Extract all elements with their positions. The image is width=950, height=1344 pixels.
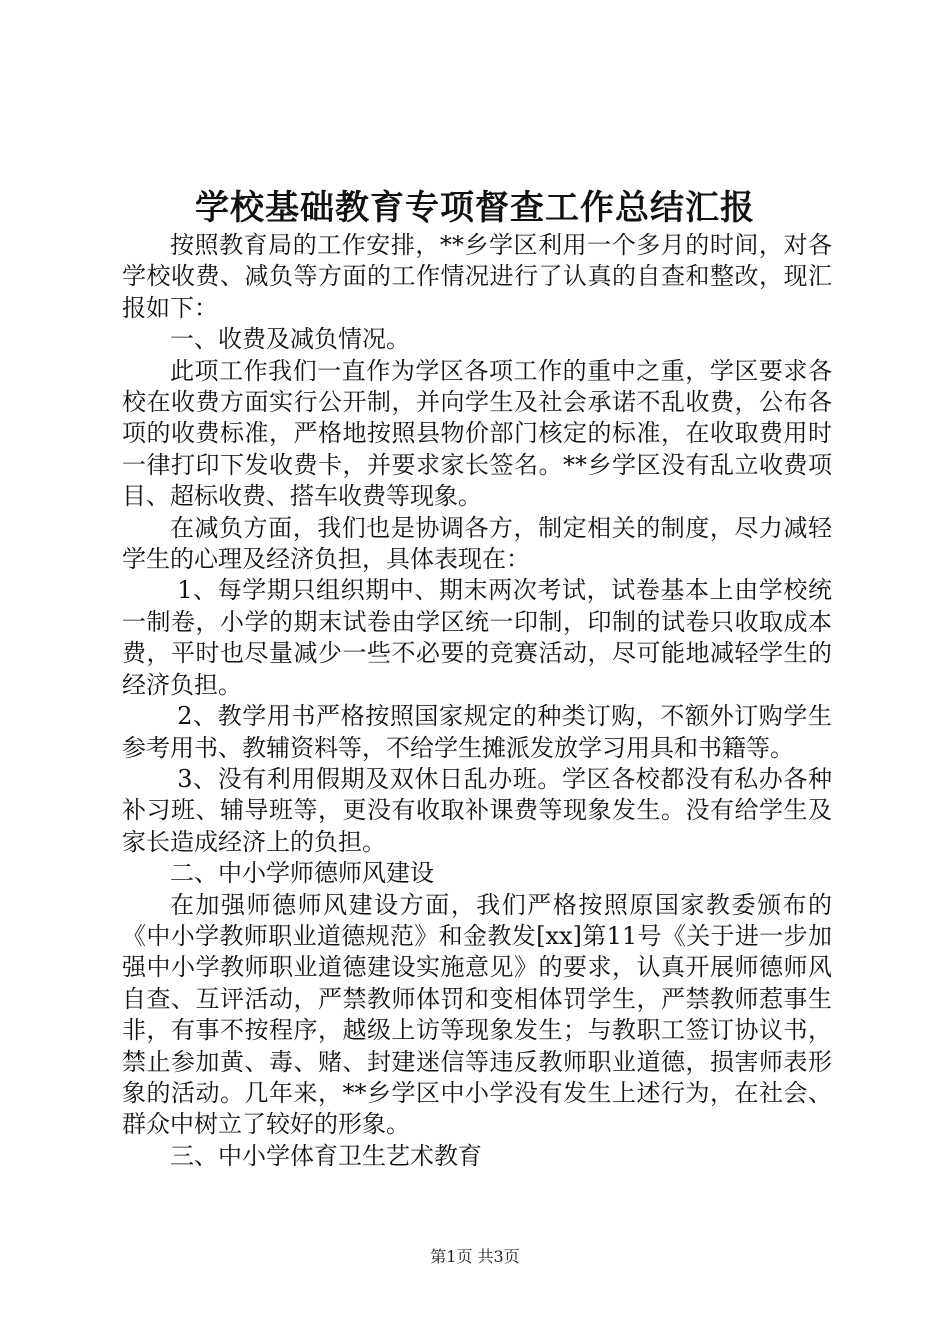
section-heading-2: 二、中小学师德师风建设 — [170, 859, 434, 888]
list-item-1: 1、每学期只组织期中、期末两次考试，试卷基本上由学校统一制卷，小学的期末试卷由学区统一印制，印制的试卷只收取成本费，平时也尽量减少一些不必要的竞赛活动，尽可能地减轻学生的经济负担。 — [122, 576, 832, 699]
paragraph-intro: 按照教育局的工作安排，**乡学区利用一个多月的时间，对各学校收费、减负等方面的工作情况进行了认真的自查和整改，现汇报如下： — [122, 231, 832, 322]
list-item-3: 3、没有利用假期及双休日乱办班。学区各校都没有私办各种补习班、辅导班等，更没有收取补课费等现象发生。没有给学生及家长造成经济上的负担。 — [122, 764, 832, 856]
document-body — [122, 230, 832, 1172]
paragraph-fees: 此项工作我们一直作为学区各项工作的重中之重，学区要求各校在收费方面实行公开制，并向学生及社会承诺不乱收费，公布各项的收费标准，严格地按照县物价部门核定的标准，在收取费用时一律打印下发收费卡，并要求家长签名。**乡学区没有乱立收费项目、超标收费、搭车收费等现象。 — [122, 356, 832, 511]
document-title: 学校基础教育专项督查工作总结汇报 — [195, 188, 755, 228]
page-footer: 第1页 共3页 — [430, 1247, 520, 1266]
section-heading-1: 一、收费及减负情况。 — [170, 325, 410, 354]
paragraph-ethics: 在加强师德师风建设方面，我们严格按照原国家教委颁布的《中小学教师职业道德规范》和金教发[xx]第11号《关于进一步加强中小学教师职业道德建设实施意见》的要求，认真开展师德师风自查、互评活动，严禁教师体罚和变相体罚学生，严禁教师惹事生非，有事不按程序，越级上访等现象发生；与教职工签订协议书，禁止参加黄、毒、赌、封建迷信等违反教师职业道德，损害师表形象的活动。几年来，**乡学区中小学没有发生上述行为，在社会、群众中树立了较好的形象。 — [122, 890, 832, 1139]
list-item-2: 2、教学用书严格按照国家规定的种类订购，不额外订购学生参考用书、教辅资料等，不给学生摊派发放学习用具和书籍等。 — [122, 702, 832, 762]
paragraph-burden: 在减负方面，我们也是协调各方，制定相关的制度，尽力减轻学生的心理及经济负担，具体表现在： — [122, 513, 832, 574]
section-heading-3: 三、中小学体育卫生艺术教育 — [170, 1141, 482, 1170]
